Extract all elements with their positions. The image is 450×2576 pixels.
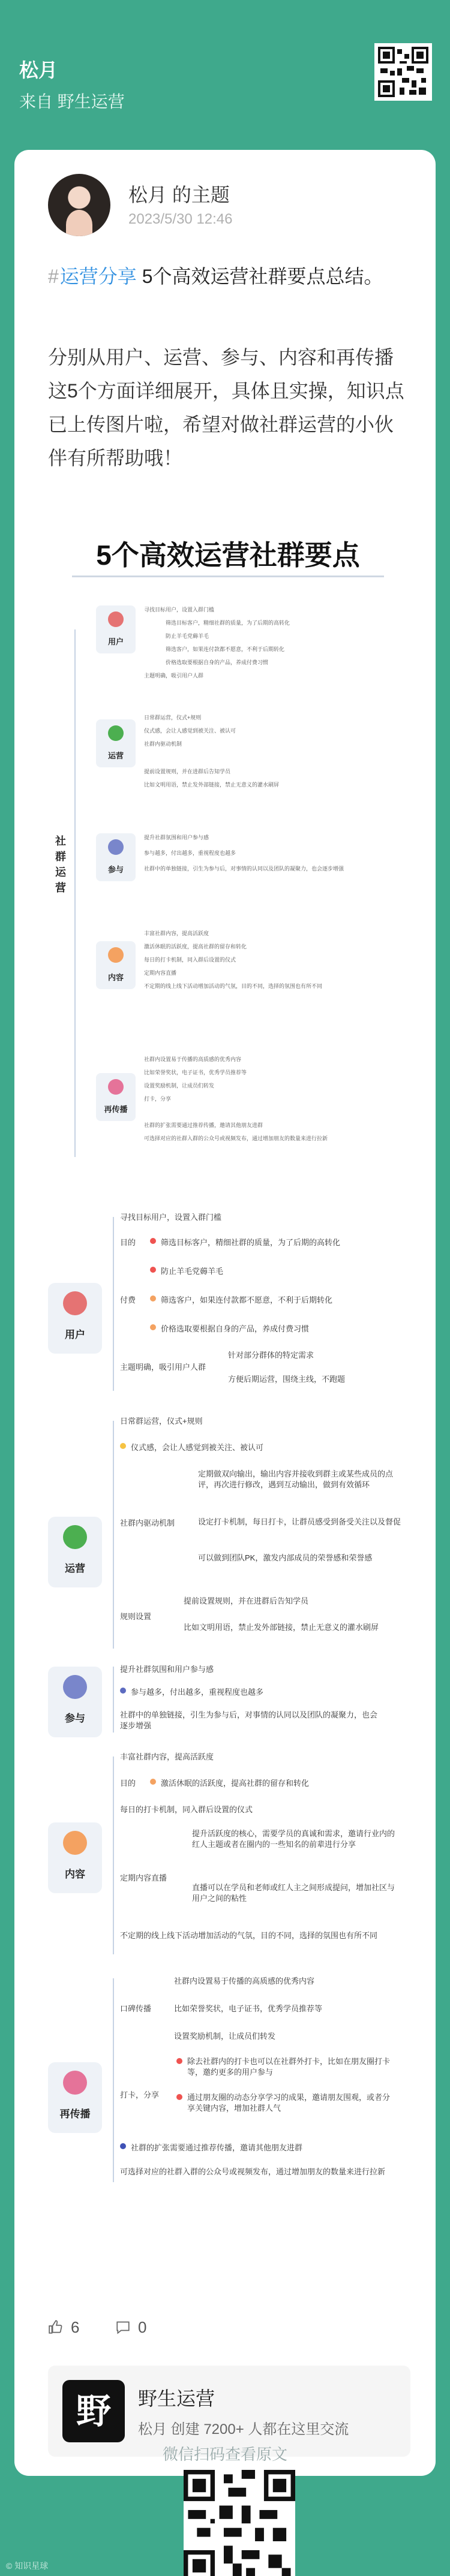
- comment-count: 0: [138, 2318, 147, 2336]
- join-j3: 社群中的单独链接，引生为参与后，对事情的认同以及团队的凝聚力，也会逐步增强: [120, 1710, 378, 1730]
- headline-text: 5个高效运营社群要点总结。: [142, 266, 383, 287]
- user-goal: 目的: [120, 1238, 136, 1247]
- detail-label-content: 内容: [65, 1869, 85, 1880]
- detail-node-user: [48, 1283, 102, 1354]
- group-logo: 野: [62, 2380, 125, 2442]
- content-connector: [113, 1756, 114, 1954]
- footer-watermark: © 知识星球: [6, 2561, 49, 2571]
- spread-w2: 比如荣誉奖状，电子证书，优秀学员推荐等: [174, 2004, 323, 2013]
- overview-label-spread: 再传播: [104, 1105, 128, 1114]
- topic-tag[interactable]: 运营分享: [59, 266, 137, 287]
- ov-content-2: 激活休眠的活跃度，提高社群的留存和转化: [144, 944, 247, 950]
- qr-code-icon: [184, 2470, 295, 2576]
- ops-m3: 可以做到团队PK，激发内部成员的荣誉感和荣誉感: [198, 1553, 373, 1562]
- join-j2: 参与越多，付出越多，重视程度也越多: [131, 1688, 264, 1697]
- spread-punch: 打卡，分享: [120, 2090, 160, 2099]
- orange-dot: [150, 1779, 156, 1785]
- title-divider: [72, 576, 384, 577]
- red-dot: [176, 2058, 182, 2064]
- ops-mech: 社群内驱动机制: [120, 1519, 175, 1527]
- headline: [48, 261, 383, 289]
- ops-r2: 比如文明用语，禁止发外部链接，禁止无意义的灌水刷屏: [184, 1623, 379, 1632]
- ov-spread-6: 可选择对应的社群入群的公众号或视频发布，通过增加朋友的数量来进行拉新: [144, 1135, 328, 1141]
- from-label: 来自 野生运营: [19, 92, 125, 111]
- overview-node-user: [96, 605, 136, 653]
- content-p1: 提升活跃度的核心，需要学员的真诚和需求，邀请行业内的红人主题或者在圈内的一些知名的前辈进行分享: [192, 1829, 395, 1849]
- detail-node-ops: [48, 1517, 102, 1587]
- overview-map: [48, 593, 408, 1199]
- hashtag-icon: #: [48, 266, 59, 287]
- mindmap-image[interactable]: [48, 516, 408, 2188]
- ov-join-2: 参与越多，付出越多，重视程度也越多: [144, 850, 236, 856]
- overview-node-ops: [96, 719, 136, 767]
- like-button[interactable]: [48, 2315, 79, 2339]
- ops-m2: 设定打卡机制，每日打卡，让群员感受到备受关注以及督促: [198, 1517, 401, 1526]
- join-connector: [113, 1667, 114, 1733]
- user-g1: 筛选目标客户，精细社群的质量，为了后期的高转化: [161, 1238, 341, 1247]
- ov-join-3: 社群中的单独链接，引生为参与后，对事情的认同以及团队的凝聚力，也会逐步增强: [144, 866, 344, 872]
- ov-ops-3: 社群内驱动机制: [144, 741, 182, 747]
- ops-rules: 规则设置: [120, 1612, 152, 1621]
- ov-content-1: 丰富社群内容，提高活跃度: [144, 930, 209, 936]
- ops-l1: 日常群运营，仪式+规则: [120, 1417, 203, 1426]
- topic-card: [14, 150, 436, 2476]
- ov-join-1: 提升社群氛围和用户参与感: [144, 834, 209, 840]
- content-c2: 激活休眠的活跃度，提高社群的留存和转化: [161, 1779, 310, 1788]
- group-name: 野生运营: [138, 2388, 215, 2409]
- red-dot: [150, 1267, 156, 1273]
- content-pub: 定期内容直播: [120, 1873, 167, 1882]
- ov-ops-1: 日常群运营，仪式+规则: [144, 715, 202, 721]
- user-name: 松月: [19, 59, 58, 81]
- spread-p2: 通过朋友圈的动态分享学习的成果，邀请朋友围观，或者分享关键内容，增加社群人气: [187, 2093, 391, 2113]
- overview-node-content: [96, 941, 136, 989]
- ov-content-5: 不定期的线上线下活动增加活动的气氛，目的不同，选择的氛围也有所不同: [144, 983, 323, 989]
- topic-owner: 松月 的主题: [128, 184, 230, 206]
- header: [0, 0, 450, 144]
- like-count: 6: [71, 2318, 80, 2336]
- ov-spread-5: 社群的扩张需要通过推荐传播，邀请其他朋友进群: [144, 1122, 263, 1128]
- ops-l2: 仪式感，会让人感觉到被关注、被认可: [131, 1443, 264, 1452]
- user-a1: 针对部分群体的特定需求: [228, 1351, 314, 1360]
- microphone-icon: [108, 1079, 124, 1095]
- header-qr-code[interactable]: [374, 43, 432, 101]
- spread-s2: 可选择对应的社群入群的公众号或视频发布，通过增加朋友的数量来进行拉新: [120, 2167, 386, 2176]
- orange-dot: [150, 1295, 156, 1301]
- ov-user-2: 筛选目标客户，精细社群的质量，为了后期的高转化: [166, 620, 290, 626]
- phone-icon: [63, 1525, 87, 1549]
- phone-icon: [108, 725, 124, 741]
- overview-trunk: [74, 629, 76, 1157]
- ops-m1: 定期做双向输出，输出内容并接收到群主或某些成员的点评，再次进行修改，遇到互动输出，做到有效循环: [198, 1469, 394, 1489]
- user-p2: 筛选客户，如果连付款都不愿意，不利于后期转化: [161, 1295, 333, 1304]
- spread-s1: 社群的扩张需要通过推荐传播，邀请其他朋友进群: [131, 2143, 303, 2152]
- ov-content-4: 定期内容直播: [144, 970, 177, 976]
- overview-label-content: 内容: [107, 973, 124, 982]
- overview-label-user: 用户: [107, 637, 124, 646]
- overview-node-spread: [96, 1073, 136, 1121]
- ov-spread-1: 社群内设置易于传播的高质感的优秀内容: [144, 1056, 242, 1062]
- content-c3: 每日的打卡机制，同入群后设置的仪式: [120, 1805, 253, 1814]
- ov-user-4: 筛选客户，如果连付款都不愿意，不利于后期转化: [166, 646, 285, 652]
- red-dot: [176, 2094, 182, 2100]
- spread-p1: 除去社群内的打卡也可以在社群外打卡，比如在朋友圈打卡等，邀约更多的用户参与: [187, 2057, 391, 2077]
- overview-root: 社群运营: [55, 835, 66, 894]
- user-icon: [63, 1291, 87, 1315]
- bottom-qr-code[interactable]: [184, 2470, 295, 2576]
- spread-w3: 设置奖励机制，让成员们转发: [174, 2032, 276, 2041]
- detail-label-user: 用户: [65, 1329, 85, 1340]
- detail-node-content: [48, 1822, 102, 1893]
- orange-dot: [150, 1324, 156, 1330]
- spread-connector: [113, 1978, 114, 2182]
- detail-label-spread: 再传播: [59, 2108, 91, 2120]
- content-goal: 目的: [120, 1779, 136, 1788]
- ov-spread-4: 打卡，分享: [144, 1096, 172, 1102]
- document-icon: [108, 947, 124, 963]
- ov-user-1: 寻找目标用户，设置入群门槛: [144, 607, 215, 613]
- blue-dot: [120, 1688, 126, 1694]
- overview-label-join: 参与: [107, 865, 124, 874]
- red-dot: [150, 1238, 156, 1244]
- overview-label-ops: 运营: [107, 751, 124, 760]
- content-c4: 不定期的线上线下活动增加活动的气氛，目的不同，选择的氛围也有所不同: [120, 1931, 378, 1940]
- detail-node-spread: [48, 2062, 102, 2133]
- ov-spread-2: 比如荣誉奖状，电子证书，优秀学员推荐等: [144, 1069, 247, 1075]
- spread-w1: 社群内设置易于传播的高质感的优秀内容: [174, 1977, 315, 1986]
- content-c1: 丰富社群内容，提高活跃度: [120, 1752, 214, 1761]
- qr-label: 微信扫码查看原文: [162, 2445, 287, 2463]
- ov-user-5: 价格选取要根据自身的产品，养成付费习惯: [166, 659, 269, 665]
- user-paid: 付费: [120, 1295, 136, 1304]
- blue-dot: [120, 2143, 126, 2149]
- detail-label-join: 参与: [65, 1713, 85, 1724]
- ov-spread-3: 设置奖励机制，让成员们转发: [144, 1083, 215, 1089]
- spread-word: 口碑传播: [120, 2004, 152, 2013]
- user-l1: 寻找目标用户，设置入群门槛: [120, 1213, 222, 1222]
- user-p3: 价格选取要根据自身的产品，养成付费习惯: [161, 1324, 310, 1333]
- ov-ops-4: 提前设置规则，并在进群后告知学员: [144, 769, 231, 775]
- mindmap-title: 5个高效运营社群要点: [96, 540, 360, 571]
- comment-icon: [115, 2319, 131, 2335]
- avatar[interactable]: [48, 174, 110, 236]
- ops-r1: 提前设置规则，并在进群后告知学员: [184, 1596, 309, 1605]
- ops-connector: [113, 1421, 114, 1649]
- detail-node-join: [48, 1667, 102, 1737]
- detail-label-ops: 运营: [65, 1563, 85, 1574]
- comment-button[interactable]: [115, 2315, 146, 2339]
- qr-code-icon: [378, 47, 428, 97]
- ov-user-3: 防止羊毛党薅羊毛: [166, 633, 209, 639]
- topic-time: 2023/5/30 12:46: [128, 211, 233, 227]
- join-j1: 提升社群氛围和用户参与感: [120, 1665, 214, 1674]
- thumbs-up-icon: [48, 2319, 64, 2335]
- user-active: 主题明确，吸引用户人群: [120, 1363, 206, 1372]
- people-icon: [108, 839, 124, 855]
- group-meta: 松月 创建 7200+ 人都在这里交流: [138, 2421, 349, 2438]
- ov-content-3: 每日的打卡机制，同入群后设置的仪式: [144, 957, 236, 963]
- ov-ops-5: 比如文明用语，禁止发外部链接，禁止无意义的灌水刷屏: [144, 782, 280, 788]
- user-a2: 方便后期运营，围绕主线，不跑题: [228, 1375, 346, 1384]
- detail-map: [48, 1205, 408, 2188]
- document-icon: [63, 1831, 87, 1855]
- yellow-dot: [120, 1443, 126, 1449]
- user-icon: [108, 611, 124, 627]
- people-icon: [63, 1675, 87, 1699]
- intro-text: 分别从用户、运营、参与、内容和再传播这5个方面详细展开，具体且实操，知识点已上传图片啦，希望对做社群运营的小伙伴有所帮助哦！: [48, 347, 404, 469]
- overview-node-join: [96, 833, 136, 881]
- microphone-icon: [63, 2071, 87, 2095]
- ov-user-6: 主题明确，吸引用户人群: [144, 673, 204, 679]
- content-p2: 直播可以在学员和老师或红人主之间形成提问，增加社区与用户之间的粘性: [192, 1883, 395, 1903]
- ov-ops-2: 仪式感，会让人感觉到被关注、被认可: [144, 728, 236, 734]
- user-connector: [113, 1217, 114, 1391]
- user-p1: 防止羊毛党薅羊毛: [161, 1267, 224, 1276]
